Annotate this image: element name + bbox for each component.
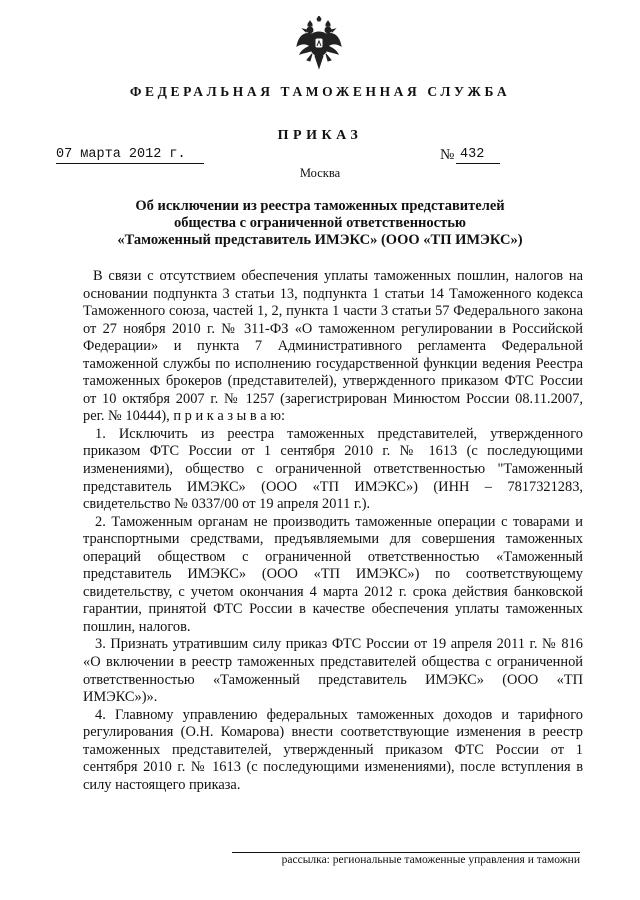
- order-title: [90, 198, 550, 249]
- clause-3: 3. Признать утратившим силу приказ ФТС России от 19 апреля 2011 г. № 816 «О включении в реестр таможенных представителей общества с ограниченной ответственностью «Таможенный представитель ИМЭКС» (ООО «ТП ИМЭКС»)».: [83, 636, 583, 706]
- distribution-list: рассылка: региональные таможенные управления и таможни: [281, 854, 580, 866]
- clause-4: 4. Главному управлению федеральных таможенных доходов и тарифного регулирования (О.Н. Комарова) внести соответствующие изменения в реестр таможенных представителей, утвержденный приказом ФТС России от 1 сентября 2010 г. № 1613 (с последующими изменениями), после вступления в силу настоящего приказа.: [83, 706, 583, 793]
- title-line: Об исключении из реестра таможенных представителей: [135, 198, 505, 214]
- russian-coat-of-arms-icon: [296, 16, 342, 70]
- clause-2: 2. Таможенным органам не производить таможенные операции с товарами и транспортными средствами, предъявляемыми для совершения таможенных операций обществом с ограниченной ответственностью «Таможенный представитель ИМЭКС» (ООО «ТП ИМЭКС») по соответствующему свидетельству, с учетом окончания 4 марта 2012 г. срока действия банковской гарантии, принятой ФТС России в качестве обеспечения уплаты таможенных пошлин, налогов.: [83, 513, 583, 635]
- city: Москва: [299, 166, 341, 180]
- preamble-paragraph: В связи с отсутствием обеспечения уплаты таможенных пошлин, налогов на основании подпункта 3 статьи 13, подпункта 1 статьи 14 Таможенного кодекса Таможенного союза, частей 1, 2, пункта 1 части 3 статьи 57 Федерального закона от 27 ноября 2010 г. № 311-ФЗ «О таможенном регулировании в Российской Федерации» и пункта 7 Административного регламента Федеральной таможенной службы по исполнению государственной функции ведения Реестра таможенных брокеров (представителей), утвержденного приказом ФТС России от 10 октября 2007 г. № 1257 (зарегистрирован Минюстом России 08.11.2007, рег. № 10444), п р и к а з ы в а ю:: [83, 268, 583, 425]
- title-line: «Таможенный представитель ИМЭКС» (ООО «ТП ИМЭКС»): [117, 232, 523, 248]
- order-date: 07 марта 2012 г.: [56, 147, 204, 164]
- agency-name: ФЕДЕРАЛЬНАЯ ТАМОЖЕННАЯ СЛУЖБА: [129, 84, 511, 99]
- order-number: 432: [456, 147, 500, 164]
- order-body: [83, 268, 583, 794]
- number-sign: №: [440, 147, 455, 163]
- title-line: общества с ограниченной ответственностью: [174, 215, 466, 231]
- document-type: ПРИКАЗ: [277, 128, 363, 143]
- clause-1: 1. Исключить из реестра таможенных представителей, утвержденного приказом ФТС России от 1 сентября 2010 г. № 1613 (с последующими изменениями), общество с ограниченной ответственностью "Таможенный представитель ИМЭКС» (ООО «ТП ИМЭКС») (ИНН – 7817321283, свидетельство № 0337/00 от 19 апреля 2011 г.).: [83, 425, 583, 513]
- distribution-divider: [232, 852, 580, 853]
